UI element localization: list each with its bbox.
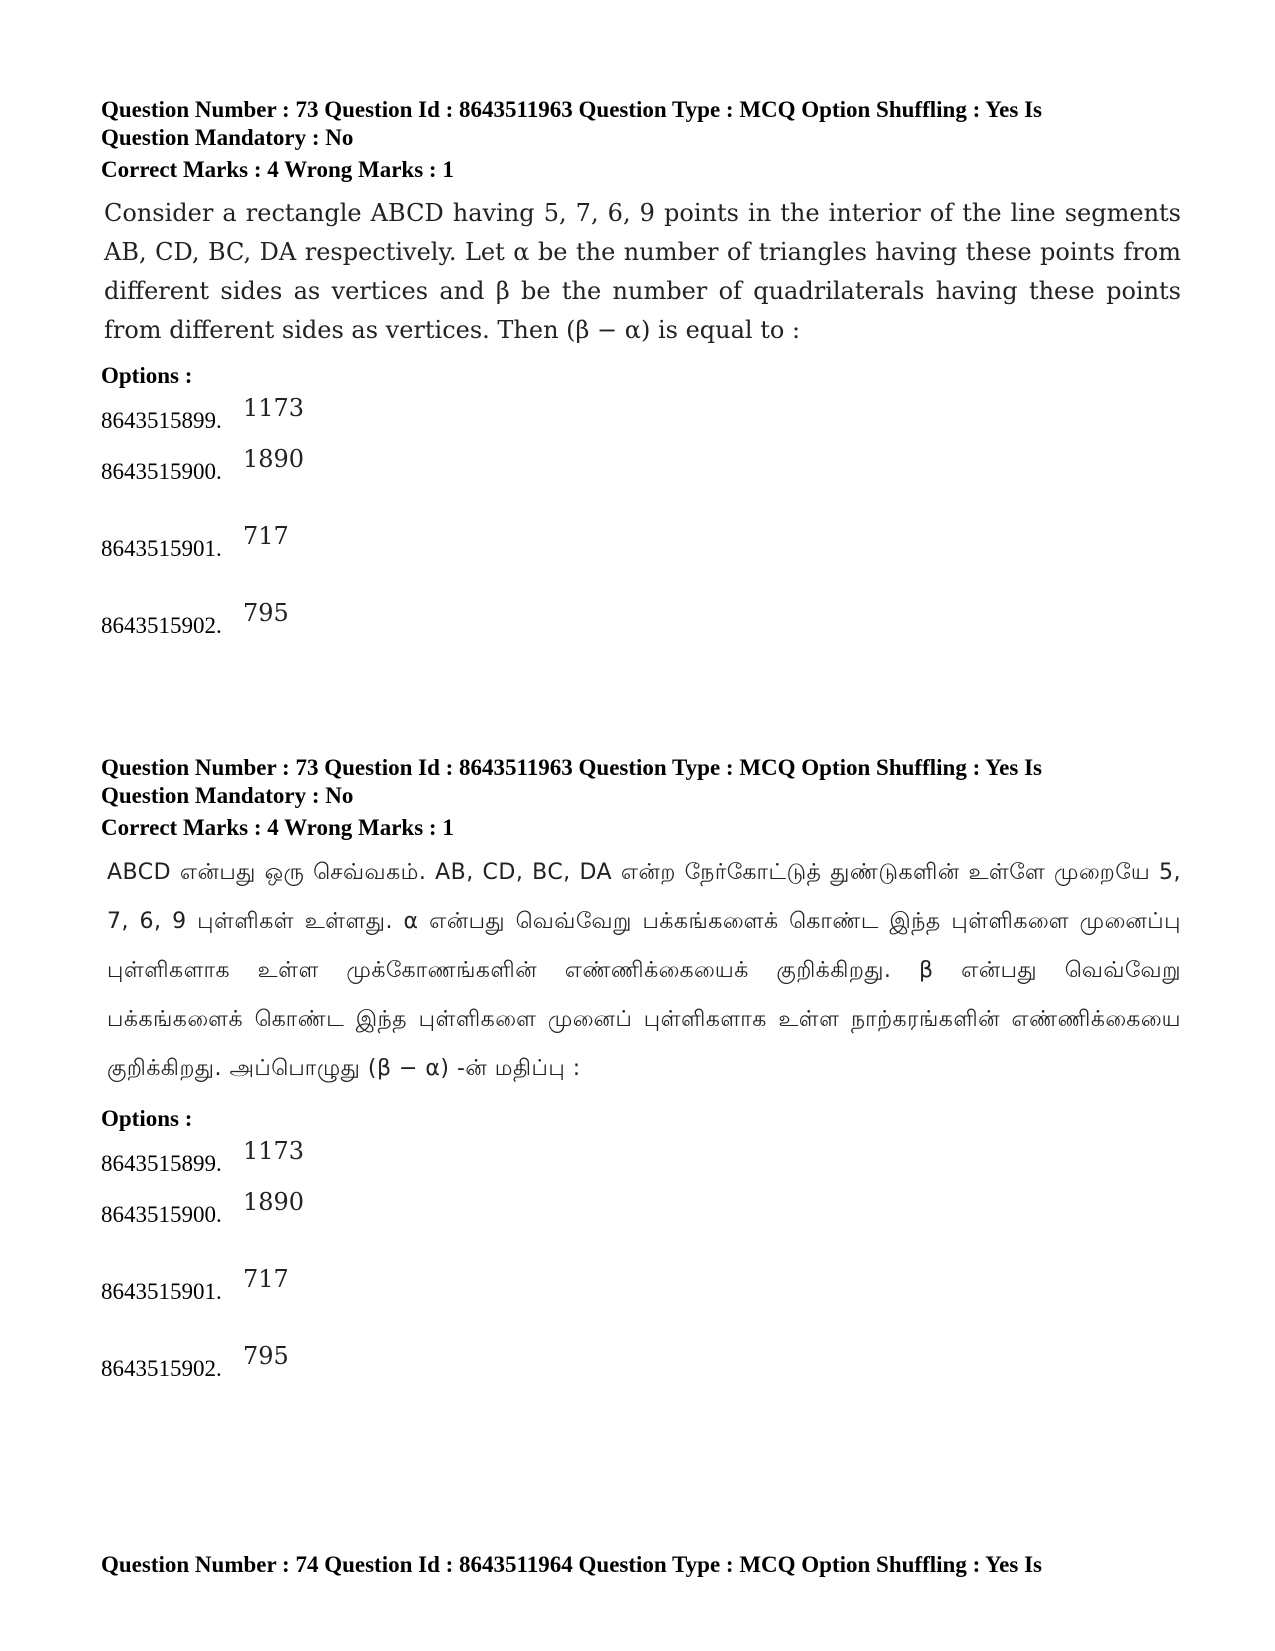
option-id: 8643515901. [101,536,222,561]
options-label: Options : [101,363,193,388]
option-id: 8643515900. [101,459,222,484]
option-value: 717 [243,1265,289,1293]
option-item [101,1262,1181,1339]
option-value: 1890 [243,1188,305,1216]
option-item [101,442,1181,519]
option-item [101,1339,1181,1416]
option-item [101,1185,1181,1262]
option-id: 8643515902. [101,613,222,638]
option-id: 8643515902. [101,1356,222,1381]
option-item [101,519,1181,596]
question-header [101,96,1181,152]
question-header-line2: Question Mandatory : No [101,783,354,808]
next-question-block [101,1551,1181,1579]
next-question-header: Question Number : 74 Question Id : 8643511964 Question Type : MCQ Option Shuffling : Yes Is [101,1552,1042,1577]
option-id: 8643515901. [101,1279,222,1304]
option-value: 795 [243,599,289,627]
question-text: Consider a rectangle ABCD having 5, 7, 6, 9 points in the interior of the line segments AB, CD, BC, DA respectively. Let α be the number of triangles having these points from different sides as vertices and β be the number of quadrilaterals having these points from different sides as vertices. Then (β − α) is equal to : [104,199,1181,344]
question-header-line1: Question Number : 73 Question Id : 8643511963 Question Type : MCQ Option Shuffling : Yes Is [101,97,1042,122]
option-value: 1890 [243,445,305,473]
option-id: 8643515899. [101,408,222,433]
option-id: 8643515900. [101,1202,222,1227]
option-value: 795 [243,1342,289,1370]
question-block-tamil [101,754,1181,1416]
question-block-english [101,96,1181,673]
option-item [101,596,1181,673]
option-id: 8643515899. [101,1151,222,1176]
question-header-line2: Question Mandatory : No [101,125,354,150]
question-text: ABCD என்பது ஒரு செவ்வகம். AB, CD, BC, DA என்ற நேர்கோட்டுத் துண்டுகளின் உள்ளே முறையே 5, 7, 6, 9 புள்ளிகள் உள்ளது. α என்பது வெவ்வேறு பக்கங்களைக் கொண்ட இந்த புள்ளிகளை முனைப்பு புள்ளிகளாக உள்ள முக்கோணங்களின் எண்ணிக்கையைக் குறிக்கிறது. β என்பது வெவ்வேறு பக்கங்களைக் கொண்ட இந்த புள்ளிகளை முனைப் புள்ளிகளாக உள்ள நாற்கரங்களின் எண்ணிக்கையை குறிக்கிறது. அப்பொழுது (β − α) -ன் மதிப்பு : [107,860,1181,1081]
question-header [101,754,1181,810]
option-item [101,390,1181,442]
question-marks: Correct Marks : 4 Wrong Marks : 1 [101,815,454,840]
question-marks: Correct Marks : 4 Wrong Marks : 1 [101,157,454,182]
option-value: 1173 [243,1137,305,1165]
question-header-line1: Question Number : 73 Question Id : 8643511963 Question Type : MCQ Option Shuffling : Yes Is [101,755,1042,780]
options-label: Options : [101,1106,193,1131]
option-item [101,1133,1181,1185]
option-value: 717 [243,522,289,550]
option-value: 1173 [243,394,305,422]
